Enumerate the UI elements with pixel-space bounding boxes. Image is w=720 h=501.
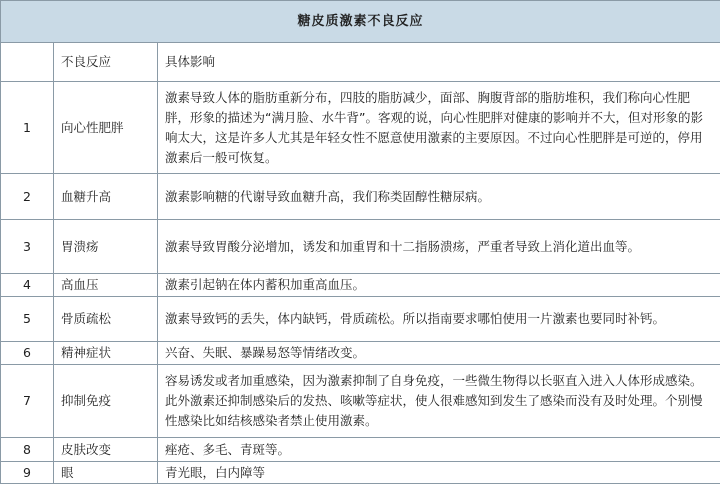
effect-description: 青光眼，白内障等 bbox=[158, 462, 720, 484]
table-row bbox=[1, 220, 720, 274]
reaction-name: 精神症状 bbox=[54, 342, 158, 365]
table-row bbox=[1, 365, 720, 438]
reaction-name: 血糖升高 bbox=[54, 174, 158, 220]
table-row bbox=[1, 82, 720, 174]
table-row bbox=[1, 438, 720, 462]
effect-description: 容易诱发或者加重感染，因为激素抑制了自身免疫，一些微生物得以长驱直入进入人体形成感染。此外激素还抑制感染后的发热、咳嗽等症状，使人很难感知到发生了感染而没有及时处理。个别慢性感染比如结核感染者禁止使用激素。 bbox=[158, 365, 720, 438]
table-row bbox=[1, 342, 720, 365]
effect-description: 兴奋、失眠、暴躁易怒等情绪改变。 bbox=[158, 342, 720, 365]
reaction-name: 眼 bbox=[54, 462, 158, 484]
header-reaction: 不良反应 bbox=[54, 43, 158, 82]
effect-description: 激素引起钠在体内蓄积加重高血压。 bbox=[158, 274, 720, 297]
row-number: 7 bbox=[1, 365, 54, 438]
row-number: 1 bbox=[1, 82, 54, 174]
effect-description: 激素导致钙的丢失，体内缺钙，骨质疏松。所以指南要求哪怕使用一片激素也要同时补钙。 bbox=[158, 297, 720, 342]
table-row bbox=[1, 462, 720, 484]
header-number bbox=[1, 43, 54, 82]
row-number: 8 bbox=[1, 438, 54, 462]
reaction-name: 抑制免疫 bbox=[54, 365, 158, 438]
reaction-name: 向心性肥胖 bbox=[54, 82, 158, 174]
row-number: 3 bbox=[1, 220, 54, 274]
table-row bbox=[1, 174, 720, 220]
effect-description: 激素导致人体的脂肪重新分布，四肢的脂肪减少，面部、胸腹背部的脂肪堆积，我们称向心性肥胖，形象的描述为“满月脸、水牛背”。客观的说，向心性肥胖对健康的影响并不大，但对形象的影响太大，这是许多人尤其是年轻女性不愿意使用激素的主要原因。不过向心性肥胖是可逆的，停用激素后一般可恢复。 bbox=[158, 82, 720, 174]
effect-description: 激素影响糖的代谢导致血糖升高，我们称类固醇性糖尿病。 bbox=[158, 174, 720, 220]
table-title-row bbox=[1, 1, 720, 43]
table-title: 糖皮质激素不良反应 bbox=[1, 1, 720, 43]
table-row bbox=[1, 274, 720, 297]
header-row bbox=[1, 43, 720, 82]
table-row bbox=[1, 297, 720, 342]
effect-description: 激素导致胃酸分泌增加，诱发和加重胃和十二指肠溃疡，严重者导致上消化道出血等。 bbox=[158, 220, 720, 274]
reaction-name: 高血压 bbox=[54, 274, 158, 297]
row-number: 2 bbox=[1, 174, 54, 220]
row-number: 5 bbox=[1, 297, 54, 342]
effect-description: 痤疮、多毛、青斑等。 bbox=[158, 438, 720, 462]
reaction-name: 骨质疏松 bbox=[54, 297, 158, 342]
row-number: 6 bbox=[1, 342, 54, 365]
header-effect: 具体影响 bbox=[158, 43, 720, 82]
reaction-name: 皮肤改变 bbox=[54, 438, 158, 462]
row-number: 4 bbox=[1, 274, 54, 297]
row-number: 9 bbox=[1, 462, 54, 484]
reaction-name: 胃溃疡 bbox=[54, 220, 158, 274]
